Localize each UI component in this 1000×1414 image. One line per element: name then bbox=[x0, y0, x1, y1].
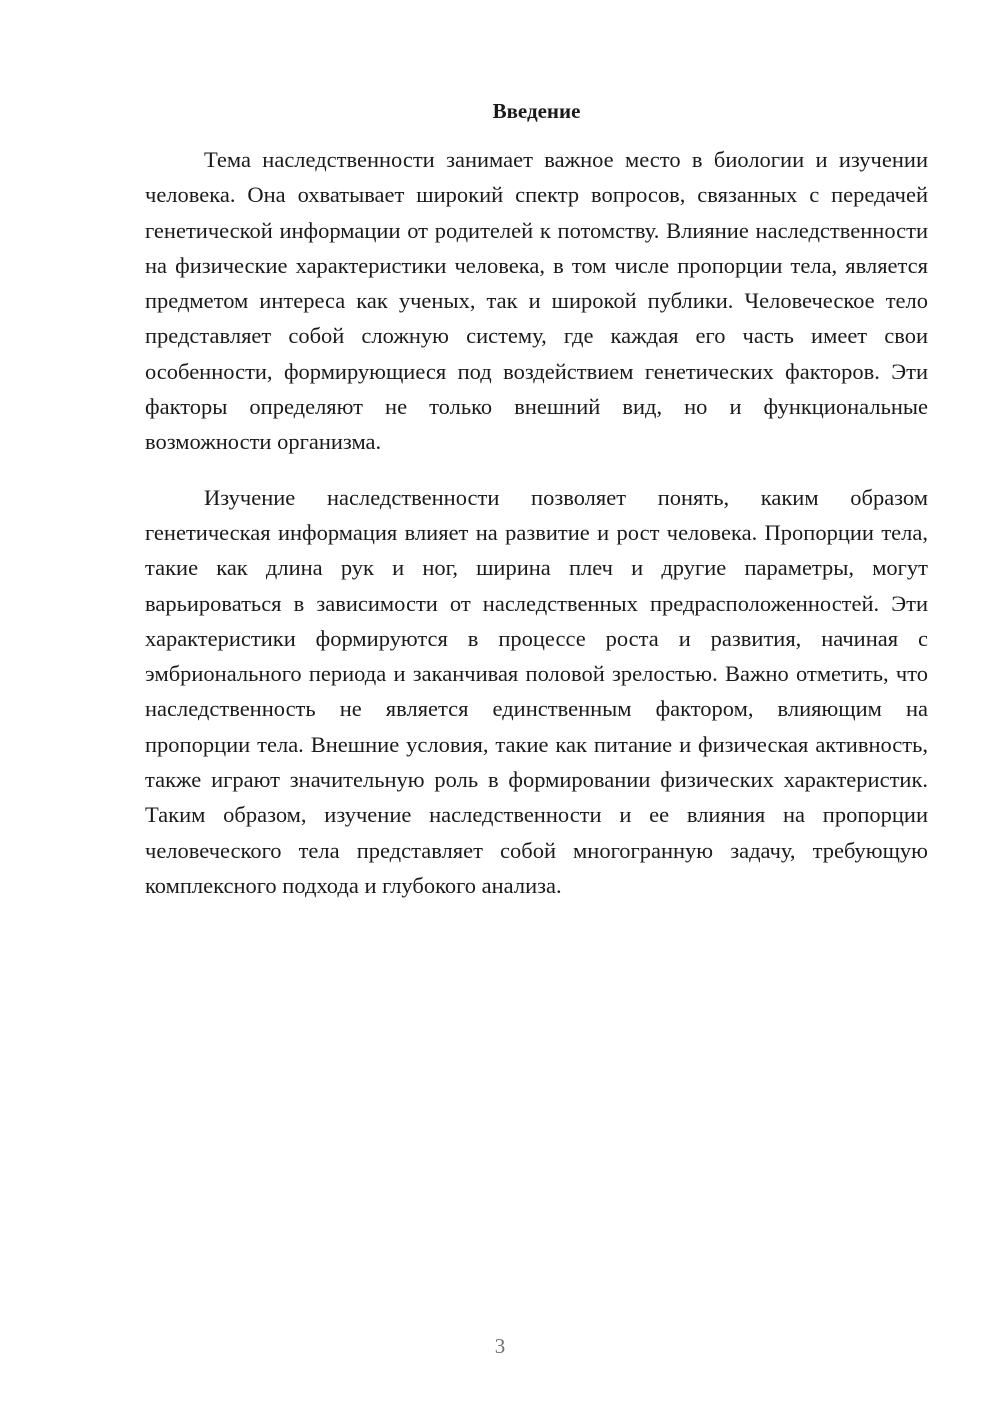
paragraph-2: Изучение наследственности позволяет понять, каким образом генетическая информация влияет на развитие и рост человека. Пропорции тела, такие как длина рук и ног, ширина плеч и другие параметры, могут варьироваться в зависимости от наследственных предрасположенностей. Эти характеристики формируются в процессе роста и развития, начиная с эмбрионального периода и заканчивая половой зрелостью. Важно отметить, что наследственность не является единственным фактором, влияющим на пропорции тела. Внешние условия, такие как питание и физическая активность, также играют значительную роль в формировании физических характеристик. Таким образом, изучение наследственности и ее влияния на пропорции человеческого тела представляет собой многогранную задачу, требующую комплексного подхода и глубокого анализа. bbox=[145, 484, 928, 898]
section-heading: Введение bbox=[492, 99, 581, 123]
body-text bbox=[145, 142, 928, 903]
page-number: 3 bbox=[494, 1334, 506, 1358]
paragraph-1: Тема наследственности занимает важное место в биологии и изучении человека. Она охватывает широкий спектр вопросов, связанных с передачей генетической информации от родителей к потомству. Влияние наследственности на физические характеристики человека, в том числе пропорции тела, является предметом интереса как ученых, так и широкой публики. Человеческое тело представляет собой сложную систему, где каждая его часть имеет свои особенности, формирующиеся под воздействием генетических факторов. Эти факторы определяют не только внешний вид, но и функциональные возможности организма. bbox=[145, 147, 928, 455]
